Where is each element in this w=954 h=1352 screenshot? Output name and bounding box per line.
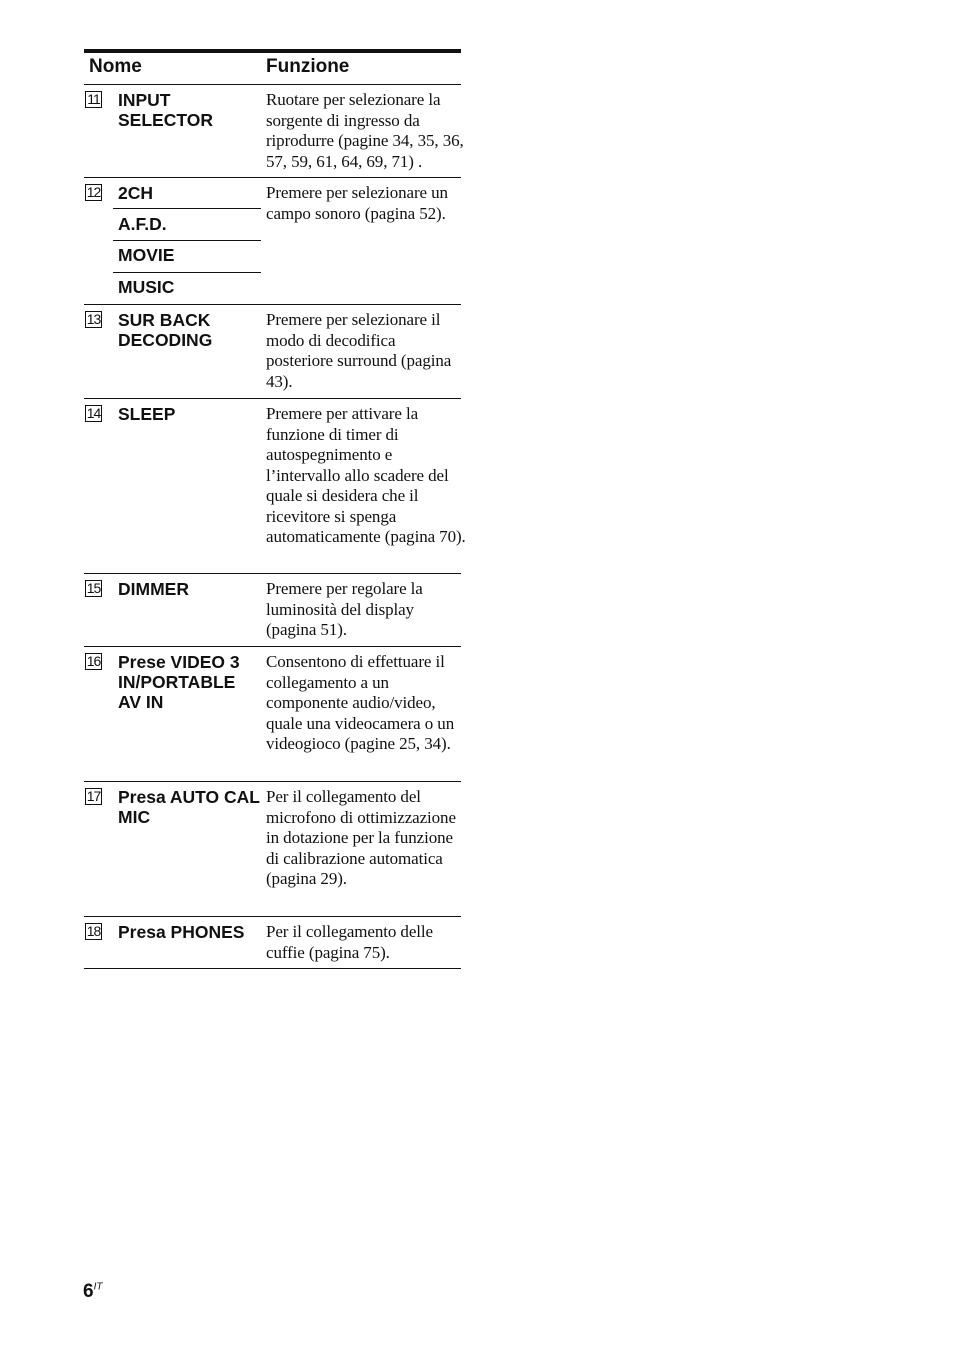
table-row bbox=[84, 647, 461, 782]
sub-item-name: MOVIE bbox=[118, 245, 175, 265]
table-row bbox=[84, 782, 461, 917]
item-number: 17 bbox=[86, 788, 101, 804]
sub-item-name: A.F.D. bbox=[118, 214, 167, 234]
item-name: SUR BACK DECODING bbox=[118, 310, 213, 350]
item-name: Presa PHONES bbox=[118, 922, 245, 942]
header-function: Funzione bbox=[266, 56, 350, 77]
page-number bbox=[83, 1281, 102, 1303]
sub-divider bbox=[113, 272, 261, 273]
item-function: Consentono di effettuare il collegamento a un componente audio/video, quale una videocamera o un videogioco (pagine 25, 34). bbox=[266, 652, 455, 753]
item-number: 13 bbox=[86, 311, 101, 327]
table-row bbox=[84, 178, 461, 305]
page-number-value: 6 bbox=[83, 1281, 94, 1302]
table-row bbox=[84, 85, 464, 178]
item-function: Premere per attivare la funzione di timer di autospegnimento e l’intervallo allo scadere del quale si desidera che il ricevitore si spenga automaticamente (pagina 70). bbox=[266, 404, 466, 546]
table-row bbox=[84, 917, 461, 969]
sub-divider bbox=[113, 208, 261, 209]
item-function: Per il collegamento del microfono di ottimizzazione in dotazione per la funzione di calibrazione automatica (pagina 29). bbox=[266, 787, 456, 888]
item-name: SLEEP bbox=[118, 404, 176, 424]
function-table bbox=[84, 49, 466, 969]
item-name: Presa AUTO CAL MIC bbox=[118, 787, 260, 827]
item-number: 18 bbox=[86, 923, 101, 939]
item-number: 14 bbox=[86, 405, 101, 421]
sub-item-name: MUSIC bbox=[118, 277, 175, 297]
item-function: Per il collegamento delle cuffie (pagina 75). bbox=[266, 922, 433, 962]
item-function: Premere per selezionare il modo di decodifica posteriore surround (pagina 43). bbox=[266, 310, 452, 391]
item-name: DIMMER bbox=[118, 579, 189, 599]
item-name: INPUT SELECTOR bbox=[118, 90, 213, 130]
sub-item-name: 2CH bbox=[118, 183, 154, 203]
item-number: 12 bbox=[86, 184, 101, 200]
sub-divider bbox=[113, 240, 261, 241]
item-number: 15 bbox=[86, 580, 101, 596]
item-number: 16 bbox=[86, 653, 101, 669]
item-function: Ruotare per selezionare la sorgente di ingresso da riprodurre (pagine 34, 35, 36, 57, 59, 61, 64, 69, 71) . bbox=[266, 90, 464, 171]
item-function: Premere per regolare la luminosità del display (pagina 51). bbox=[266, 579, 423, 639]
page-language: IT bbox=[93, 1281, 103, 1293]
item-number: 11 bbox=[85, 91, 102, 108]
table-row bbox=[84, 399, 466, 574]
table-row bbox=[84, 305, 461, 399]
table-row bbox=[84, 574, 461, 647]
header-name: Nome bbox=[89, 56, 142, 77]
table-header bbox=[84, 53, 461, 85]
item-function: Premere per selezionare un campo sonoro (pagina 52). bbox=[266, 183, 448, 223]
item-name: Prese VIDEO 3 IN/PORTABLE AV IN bbox=[118, 652, 240, 712]
